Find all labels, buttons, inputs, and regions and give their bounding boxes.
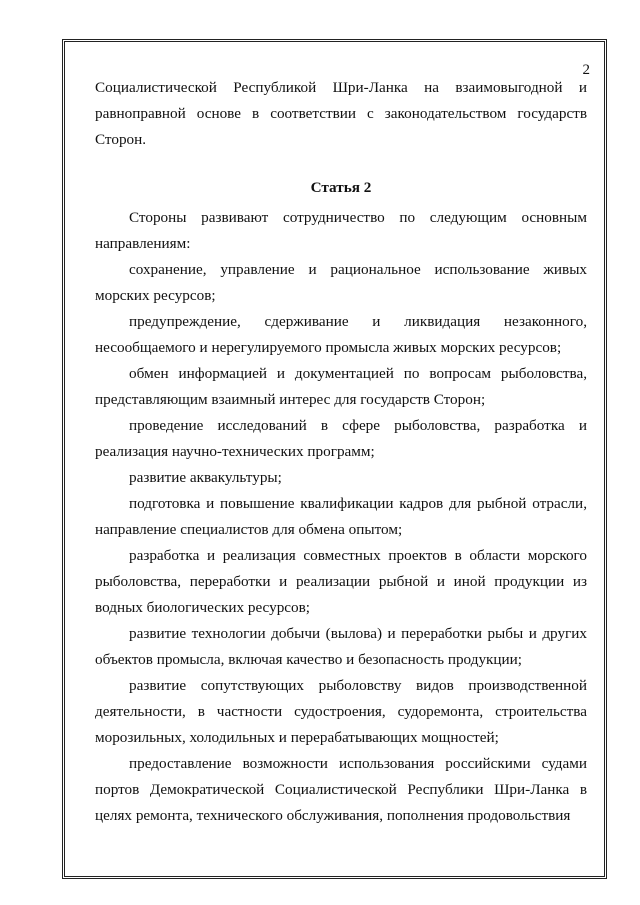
list-item-information-exchange: обмен информацией и документацией по вопросам рыболовства, представляющим взаимный интерес для государств Сторон; [95, 365, 587, 408]
list-item-technology: развитие технологии добычи (вылова) и переработки рыбы и других объектов промысла, включая качество и безопасность продукции; [95, 625, 587, 668]
page-number: 2 [582, 62, 590, 78]
list-item-training: подготовка и повышение квалификации кадров для рыбной отрасли, направление специалистов для обмена опытом; [95, 495, 587, 538]
article-heading: Статья 2 [310, 179, 372, 196]
list-item-conservation: сохранение, управление и рациональное использование живых морских ресурсов; [95, 261, 587, 304]
opening-paragraph: Социалистической Республикой Шри-Ланка на взаимовыгодной и равноправной основе в соответствии с законодательством государств Сторон. [95, 79, 587, 148]
article-intro: Стороны развивают сотрудничество по следующим основным направлениям: [95, 209, 587, 252]
list-item-research: проведение исследований в сфере рыболовства, разработка и реализация научно-технических программ; [95, 417, 587, 460]
list-item-iuu-fishing: предупреждение, сдерживание и ликвидация незаконного, несообщаемого и нерегулируемого промысла живых морских ресурсов; [95, 313, 587, 356]
list-item-port-access: предоставление возможности использования российскими судами портов Демократической Социалистической Республики Шри-Ланка в целях ремонта, технического обслуживания, пополнения продовольствия [95, 755, 587, 824]
list-item-related-industries: развитие сопутствующих рыболовству видов производственной деятельности, в частности судостроения, судоремонта, строительства морозильных, холодильных и перерабатывающих мощностей; [95, 677, 587, 746]
list-item-aquaculture: развитие аквакультуры; [129, 469, 282, 486]
document-body [95, 75, 587, 829]
list-item-joint-projects: разработка и реализация совместных проектов в области морского рыболовства, переработки и реализации рыбной и иной продукции из водных биологических ресурсов; [95, 547, 587, 616]
